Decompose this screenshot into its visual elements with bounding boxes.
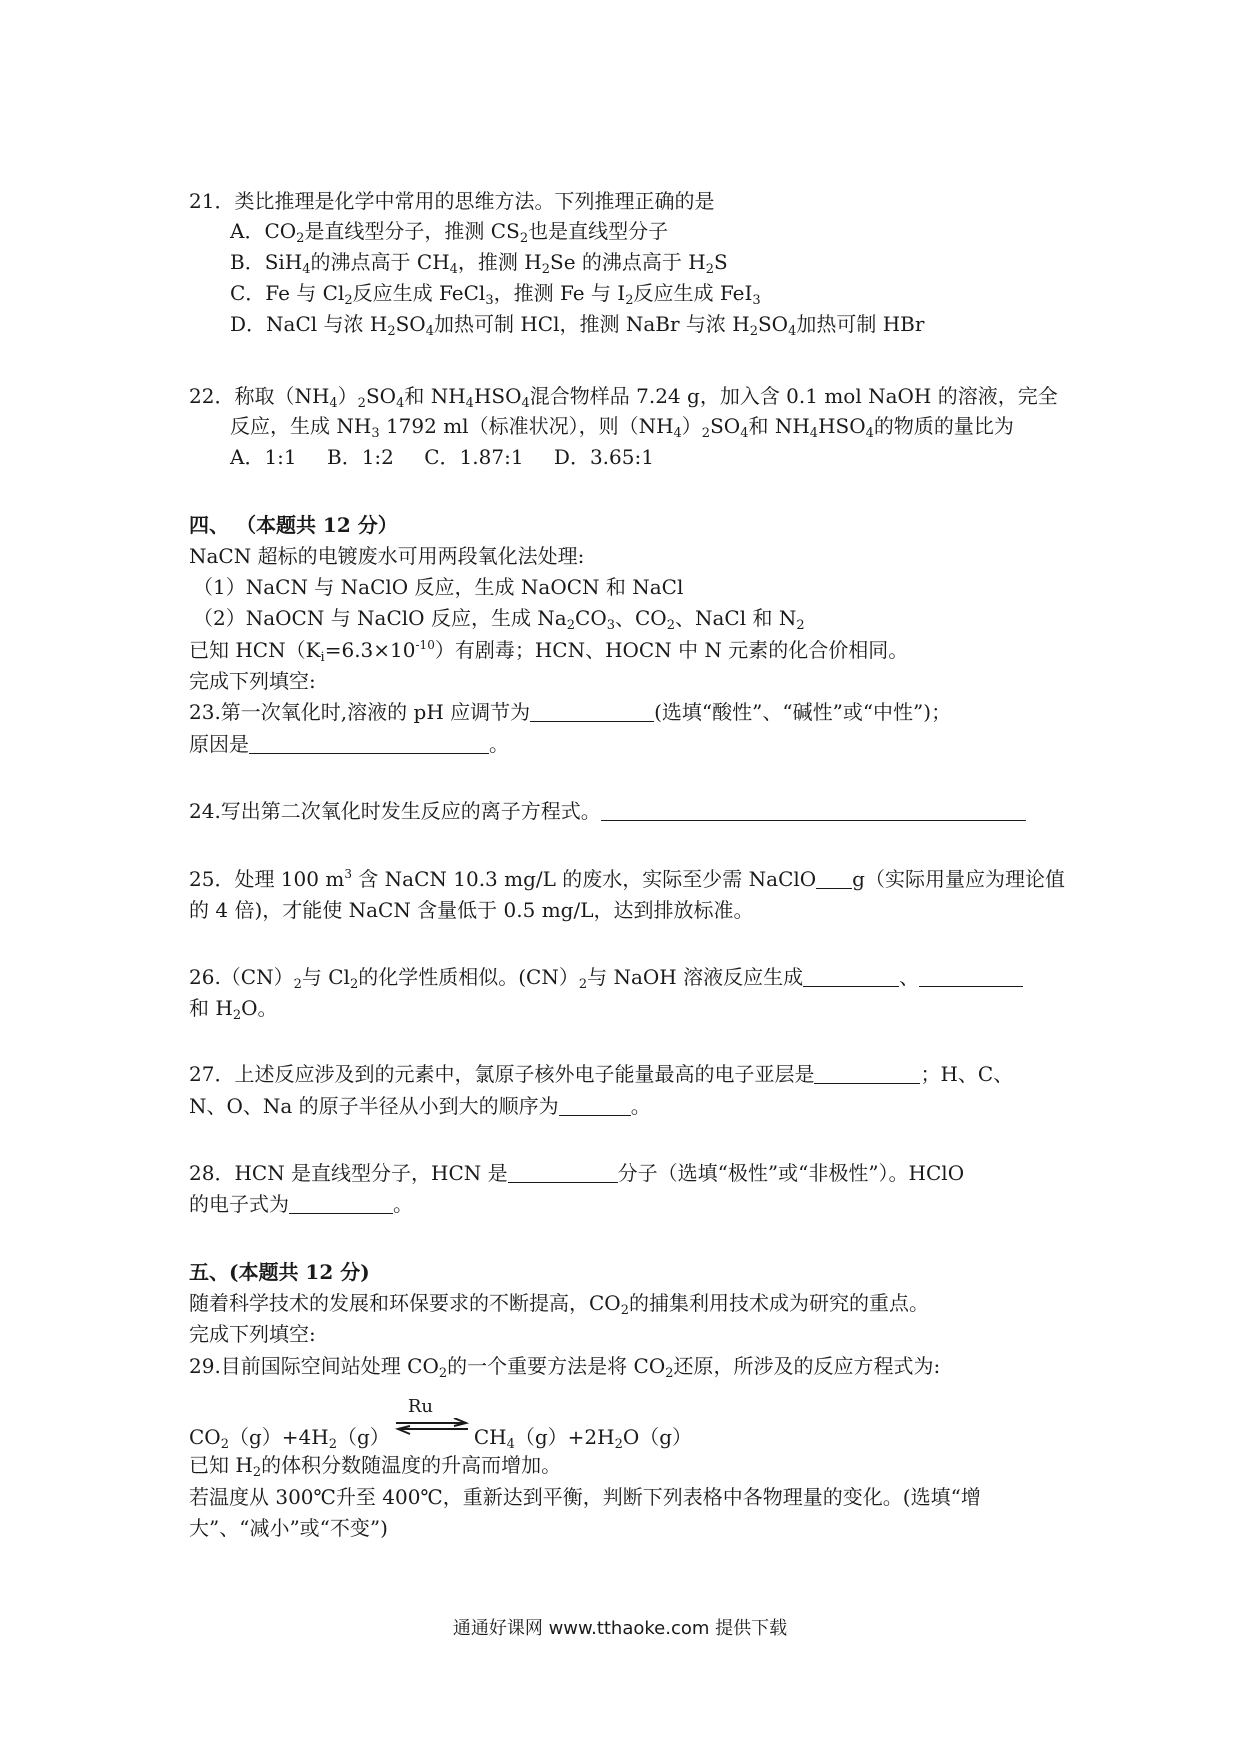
q21-stem: 21．类比推理是化学中常用的思维方法。下列推理正确的是 [189, 189, 715, 213]
q29-known: 已知 $H_2$的体积分数随温度的升高而增加。 [189, 1453, 562, 1480]
section4-fill-prompt: 完成下列填空: [189, 669, 316, 693]
q28-line1 [189, 1159, 964, 1187]
q25-mass-blank[interactable] [816, 868, 852, 889]
catalyst-label: Ru [407, 1396, 433, 1417]
q27-line2 [189, 1092, 651, 1120]
q29-stem: 29.目前国际空间站处理 $CO_2$的一个重要方法是将 $CO_2$还原，所涉及的反应方程式为: [189, 1354, 941, 1381]
section4-heading: 四、 （本题共 12 分） [189, 513, 398, 537]
q29-line1: 若温度从 300℃升至 400℃，重新达到平衡，判断下列表格中各物理量的变化。(选填“增 [189, 1485, 981, 1509]
q23-ph-blank[interactable] [530, 701, 654, 722]
q23-period: 。 [489, 732, 509, 756]
q28-text-c: 的电子式为 [189, 1192, 289, 1216]
q27-text: 27．上述反应涉及到的元素中，氯原子核外电子能量最高的电子亚层是 [189, 1062, 815, 1086]
q26-text: $26.(CN)_2$与 $Cl_2$的化学性质相似。$(CN)_2$与 NaOH 溶液反应生成 [189, 965, 804, 992]
q29-line2: 大”、“减小”或“不变”) [189, 1516, 388, 1540]
q28-text-b: 分子（选填“极性”或“非极性”）。HClO [617, 1161, 965, 1185]
q25-sup: 3 [344, 867, 352, 881]
q22-option-a: A．1:1 [230, 445, 297, 469]
q27-period: 。 [630, 1094, 651, 1118]
q23-reason-blank[interactable] [249, 733, 489, 754]
q28-electron-formula-blank[interactable] [289, 1193, 393, 1214]
q28-line2 [189, 1190, 413, 1218]
q22-options [230, 443, 678, 471]
q22-option-c: C．1.87:1 [424, 445, 524, 469]
section5-heading: 五、(本题共 12 分) [189, 1260, 370, 1284]
section4-step2: （2）NaOCN 与 NaClO 反应，生成 $Na_2CO_3$、$CO_2$、NaCl 和 $N_2$ [193, 606, 805, 633]
q22-line1: 22．称取$(NH_4)_2SO_4$和 $NH_4HSO_4$混合物样品 7.24 g，加入含 0.1 mol NaOH 的溶液，完全 [189, 384, 1058, 411]
q23-text: 23.第一次氧化时,溶液的 pH 应调节为 [189, 700, 531, 724]
q27-text-c: N、O、Na 的原子半径从小到大的顺序为 [189, 1094, 559, 1118]
q28-polarity-blank[interactable] [508, 1162, 618, 1183]
q22-option-b: B．1:2 [327, 445, 394, 469]
q23-line1 [189, 698, 951, 726]
section4-intro: NaCN 超标的电镀废水可用两段氧化法处理: [189, 544, 585, 568]
q21-option-d: D．NaCl 与浓 $H_2SO_4$加热可制 HCl，推测 NaBr 与浓 $H_2SO_4$加热可制 HBr [230, 312, 925, 339]
q22-line2: 反应，生成 $NH_3$ 1792 ml（标准状况），则$(NH_4)_2SO_4$和 $NH_4HSO_4$的物质的量比为 [230, 414, 1014, 441]
q26-separator: 、 [899, 965, 920, 989]
q26-line2: 和 $H_2O$。 [189, 996, 278, 1023]
q23-hint: (选填“酸性”、“碱性”或“中性”)； [654, 700, 952, 724]
q29-reactants: $CO_2(g)+4H_2(g)$ [189, 1425, 390, 1452]
q21-option-a: A．$CO_2$是直线型分子，推测 $CS_2$也是直线型分子 [230, 219, 669, 246]
q23-line2 [189, 730, 509, 758]
q27-radius-order-blank[interactable] [559, 1095, 631, 1116]
q29-equation [189, 1396, 693, 1452]
q25-text-b: 含 NaCN 10.3 mg/L 的废水，实际至少需 NaClO [351, 867, 817, 891]
q25-text-a: 25．处理 100 m [189, 867, 345, 891]
q25-line1 [189, 865, 1065, 893]
q29-products: $CH_4(g)+2H_2O(g)$ [473, 1425, 693, 1452]
page-footer: 通通好课网 www.tthaoke.com 提供下载 [452, 1618, 788, 1639]
section4-known: 已知 $HCN(K_i=6.3\times 10^{-10})$有剧毒；HCN、HOCN 中 N 元素的化合价相同。 [189, 638, 909, 665]
q21-option-b: B．SiH$_4$的沸点高于 $CH_4$，推测 $H_2Se$ 的沸点高于 $H_2S$ [230, 250, 728, 277]
q23-reason-label: 原因是 [189, 732, 249, 756]
q27-text-b: ；H、C、 [920, 1062, 1014, 1086]
q28-text: 28．HCN 是直线型分子，HCN 是 [189, 1161, 508, 1185]
q21-option-c: C．Fe 与 $Cl_2$反应生成 FeCl$_3$，推测 Fe 与 $I_2$反应生成 FeI$_3$ [230, 281, 761, 308]
q24-line [189, 797, 1026, 825]
q27-line1 [189, 1060, 1013, 1088]
section5-intro: 随着科学技术的发展和环保要求的不断提高，$CO_2$的捕集利用技术成为研究的重点。 [189, 1291, 929, 1318]
q26-product2-blank[interactable] [919, 966, 1023, 987]
q22-option-d: D．3.65:1 [553, 445, 654, 469]
q25-line2: 的 4 倍)，才能使 NaCN 含量低于 0.5 mg/L，达到排放标准。 [189, 898, 754, 922]
equilibrium-arrow-icon [394, 1396, 470, 1446]
q26-product1-blank[interactable] [803, 966, 899, 987]
q24-equation-blank[interactable] [601, 800, 1026, 821]
q28-period: 。 [393, 1192, 413, 1216]
q26-line1 [189, 963, 1023, 991]
section5-fill-prompt: 完成下列填空: [189, 1322, 316, 1346]
q27-subshell-blank[interactable] [814, 1063, 920, 1084]
section4-step1: （1）NaCN 与 NaClO 反应，生成 NaOCN 和 NaCl [193, 575, 684, 599]
q25-text-c: g（实际用量应为理论值 [852, 867, 1065, 891]
q24-text: 24.写出第二次氧化时发生反应的离子方程式。 [189, 799, 601, 823]
